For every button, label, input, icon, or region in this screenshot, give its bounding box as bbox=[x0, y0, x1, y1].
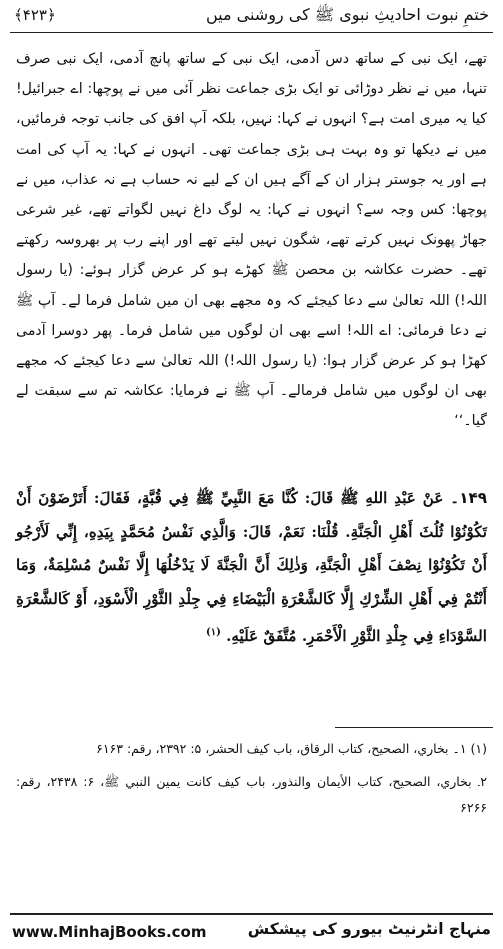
hadith-arabic-text: عَنْ عَبْدِ اللهِ ﷺ قَالَ: كُنَّا مَعَ النَّبِيِّ ﷺ فِي قُبَّةٍ، فَقَالَ: أَتَرْضَوْنَ أَنْ تَكُوْنُوْا ثُلُثَ أَهْلِ الْجَنَّةِ. قُلْنَا: نَعَمْ، قَالَ: وَالَّذِي نَفْسُ مُحَمَّدٍ بِيَدِهِ، إِنِّي لَأَرْجُو أَنْ تَكُوْنُوْا نِصْفَ أَهْلِ الْجَنَّةِ، وَذٰلِكَ أَنَّ الْجَنَّةَ لَا يَدْخُلُهَا إِلَّا نَفْسٌ مُسْلِمَةٌ، وَمَا أَنْتُمْ فِي أَهْلِ الشِّرْكِ إِلَّا كَالشَّعْرَةِ الْبَيْضَاءِ فِي جِلْدِ الثَّوْرِ الْأَسْوَدِ، أَوْ كَالشَّعْرَةِ السَّوْدَاءِ فِي جِلْدِ الثَّوْرِ الْأَحْمَرِ. مُتَّفَقٌ عَلَيْهِ. bbox=[16, 489, 487, 646]
footnote-item: ۲۔ بخاري، الصحيح، کتاب الأيمان والنذور، باب کيف کانت يمين النبي ﷺ، ۶: ۲۴۳۸، رقم: ۶۲۶۶ bbox=[16, 773, 487, 815]
website-link[interactable]: www.MinhajBooks.com bbox=[12, 923, 207, 941]
page-header bbox=[14, 4, 489, 30]
page-number: ﴾۴۲۳﴿ bbox=[14, 6, 56, 24]
footnote-separator bbox=[335, 727, 493, 728]
header-rule bbox=[10, 32, 493, 33]
footer-rule bbox=[10, 913, 493, 915]
footnote-item: (۱) ۱۔ بخاري، الصحيح، کتاب الرقاق، باب کيف الحشر، ۵: ۲۳۹۲، رقم: ۶۱۶۳ bbox=[96, 741, 487, 756]
publisher-credit: منہاج انٹرنیٹ بیورو کی پیشکش bbox=[247, 920, 491, 938]
page-footer bbox=[12, 919, 491, 945]
urdu-translation bbox=[16, 44, 487, 437]
running-title: ختمِ نبوت احادیثِ نبوی ﷺ کی روشنی میں bbox=[205, 5, 489, 24]
hadith-number: ۱۴۹۔ bbox=[450, 489, 487, 507]
urdu-paragraph: تھے، ایک نبی کے ساتھ دس آدمی، ایک نبی کے ساتھ پانچ آدمی، ایک نبی صرف تنہا، میں نے نظر دوڑائی تو ایک بڑی جماعت نظر آئی میں نے پوچھا: اے جبرائیل! کیا یہ میری امت ہے؟ انہوں نے کہا: نہیں، بلکہ آپ افق کی جانب توجہ فرمائیں، میں نے دیکھا تو وہ بہت ہی بڑی جماعت تھی۔ انہوں نے کہا: یہ آپ کی امت ہے اور یہ جوستر ہزار ان کے آگے ہیں ان کے لیے نہ حساب ہے نہ عذاب، میں نے پوچھا: کس وجہ سے؟ انہوں نے کہا: یہ لوگ داغ نہیں لگواتے تھے، غیر شرعی جھاڑ پھونک نہیں کرتے تھے، شگون نہیں لیتے تھے اور اپنے رب پر بھروسہ رکھتے تھے۔ حضرت عکاشہ بن محصن ﷺ کھڑے ہو کر عرض گزار ہوئے: (یا رسول اللہ!) اللہ تعالیٰ سے دعا کیجئے کہ وہ مجھے بھی ان میں شامل فرما لے۔ آپ ﷺ نے دعا فرمائی: اے اللہ! اسے بھی ان لوگوں میں شامل فرما۔ پھر دوسرا آدمی کھڑا ہو کر عرض گزار ہوا: (یا رسول اللہ!) اللہ تعالیٰ سے دعا کیجئے کہ مجھے بھی ان لوگوں میں شامل فرمالے۔ آپ ﷺ نے فرمایا: عکاشہ تم سے سبقت لے گیا۔‘‘ bbox=[16, 51, 487, 430]
hadith-block bbox=[16, 482, 487, 654]
footnote-marker: (۱) bbox=[205, 627, 221, 639]
footnotes bbox=[16, 736, 487, 828]
